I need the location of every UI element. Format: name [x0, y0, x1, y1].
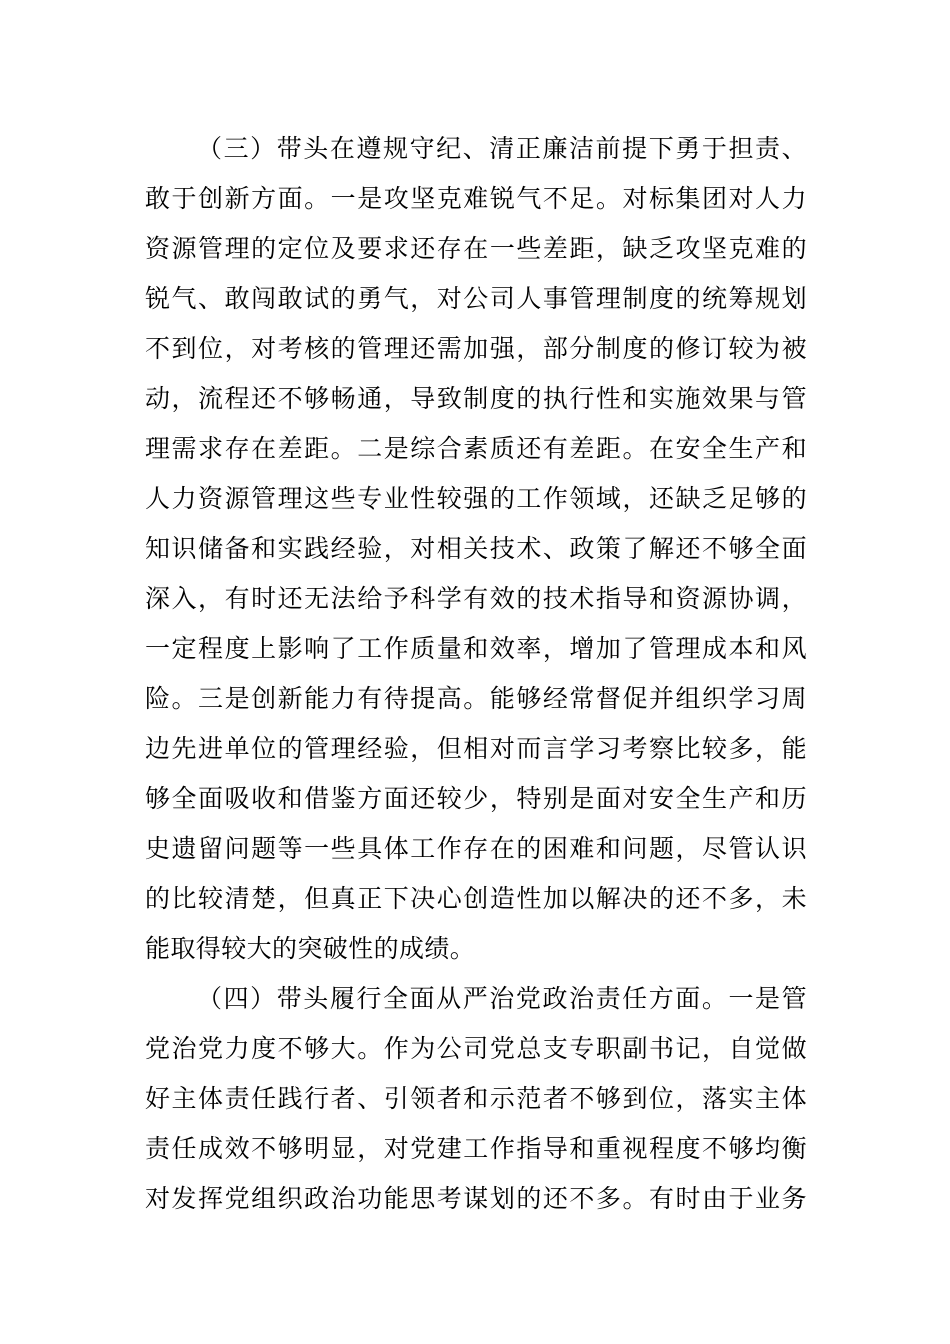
document-body — [145, 124, 807, 1224]
text-line: 敢于创新方面。一是攻坚克难锐气不足。对标集团对人力 — [145, 184, 807, 213]
paragraph-4-heading-line: （四）带头履行全面从严治党政治责任方面。一是管 — [197, 984, 807, 1013]
text-line: 不到位，对考核的管理还需加强，部分制度的修订较为被 — [145, 334, 807, 363]
paragraph-3-heading-line: （三）带头在遵规守纪、清正廉洁前提下勇于担责、 — [197, 134, 807, 163]
text-line: 深入，有时还无法给予科学有效的技术指导和资源协调， — [145, 584, 807, 613]
text-line: 一定程度上影响了工作质量和效率，增加了管理成本和风 — [145, 634, 807, 663]
text-line: 动，流程还不够畅通，导致制度的执行性和实施效果与管 — [145, 384, 807, 413]
text-line: 理需求存在差距。二是综合素质还有差距。在安全生产和 — [145, 434, 807, 463]
text-line: 够全面吸收和借鉴方面还较少，特别是面对安全生产和历 — [145, 784, 807, 813]
paragraph-3-last-line: 能取得较大的突破性的成绩。 — [145, 934, 476, 963]
text-line: 资源管理的定位及要求还存在一些差距，缺乏攻坚克难的 — [145, 234, 807, 263]
text-line: 锐气、敢闯敢试的勇气，对公司人事管理制度的统筹规划 — [145, 284, 807, 313]
text-line: 对发挥党组织政治功能思考谋划的还不多。有时由于业务 — [145, 1184, 807, 1213]
text-line: 知识储备和实践经验，对相关技术、政策了解还不够全面 — [145, 534, 807, 563]
text-line: 好主体责任践行者、引领者和示范者不够到位，落实主体 — [145, 1084, 807, 1113]
text-line: 险。三是创新能力有待提高。能够经常督促并组织学习周 — [145, 684, 807, 713]
text-line: 人力资源管理这些专业性较强的工作领域，还缺乏足够的 — [145, 484, 807, 513]
text-line: 的比较清楚，但真正下决心创造性加以解决的还不多，未 — [145, 884, 807, 913]
text-line: 责任成效不够明显，对党建工作指导和重视程度不够均衡 — [145, 1134, 807, 1163]
text-line: 党治党力度不够大。作为公司党总支专职副书记，自觉做 — [145, 1034, 807, 1063]
text-line: 边先进单位的管理经验，但相对而言学习考察比较多，能 — [145, 734, 807, 763]
text-line: 史遗留问题等一些具体工作存在的困难和问题，尽管认识 — [145, 834, 807, 863]
